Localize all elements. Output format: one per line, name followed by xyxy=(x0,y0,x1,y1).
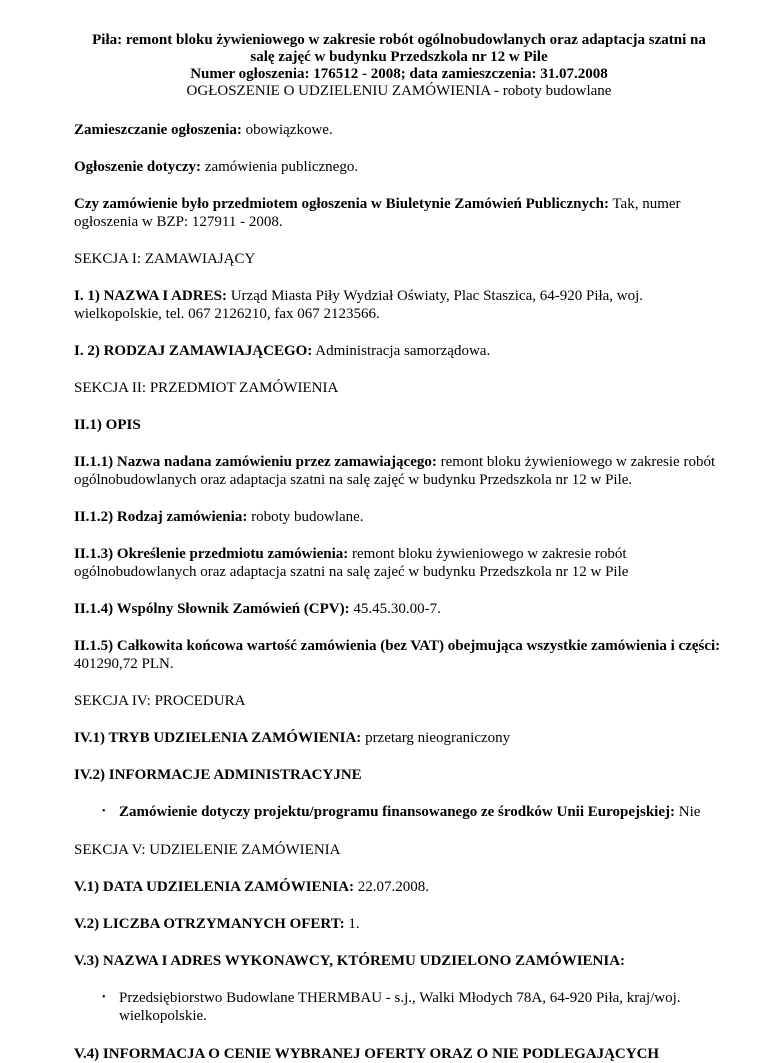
field-wartosc-zamowienia xyxy=(74,637,724,673)
field-value: 1. xyxy=(344,916,360,932)
section-2-title: SEKCJA II: PRZEDMIOT ZAMÓWIENIA xyxy=(74,380,339,396)
ue-list xyxy=(74,803,724,821)
field-value: Urząd Miasta Piły Wydział Oświaty, Plac Staszica, 64-920 Piła, woj. wielkopolskie, tel. 067 2126210, fax 067 2123566. xyxy=(74,288,644,322)
field-label: II.1.5) Całkowita końcowa wartość zamówienia (bez VAT) obejmująca wszystkie zamówienia i części: xyxy=(74,638,721,654)
field-value: Nie xyxy=(675,804,701,820)
list-item xyxy=(119,803,724,821)
field-value: 22.07.2008. xyxy=(354,879,430,895)
field-label: V.2) LICZBA OTRZYMANYCH OFERT: xyxy=(74,916,345,932)
title-line-2: salę zajęć w budynku Przedszkola nr 12 w Pile xyxy=(250,49,548,65)
section-5-title: SEKCJA V: UDZIELENIE ZAMÓWIENIA xyxy=(74,842,341,858)
field-biuletyn xyxy=(74,195,724,231)
field-label: II.1.1) Nazwa nadana zamówieniu przez zamawiającego: xyxy=(74,454,437,470)
field-label: Zamieszczanie ogłoszenia: xyxy=(74,122,242,138)
field-nazwa-zamowienia xyxy=(74,453,724,489)
field-data-udzielenia xyxy=(74,878,724,896)
field-cpv xyxy=(74,600,724,618)
wykonawca-list xyxy=(74,989,724,1025)
field-value: remont bloku żywieniowego w zakresie robót ogólnobudowlanych oraz adaptacja szatni na salę zajęć w budynku Przedszkola nr 12 w Pile. xyxy=(74,454,716,488)
field-cena-heading: V.4) INFORMACJA O CENIE WYBRANEJ OFERTY ORAZ O NIE PODLEGAJĄCYCH xyxy=(74,1046,660,1062)
field-nazwa-adres xyxy=(74,287,724,323)
list-item: • Przedsiębiorstwo Budowlane THERMBAU - s.j., Walki Młodych 78A, 64-920 Piła, kraj/woj. wielkopolskie. xyxy=(119,989,724,1025)
subsection-heading: II.1) OPIS xyxy=(74,417,141,433)
section-1-title: SEKCJA I: ZAMAWIAJĄCY xyxy=(74,251,256,267)
field-wykonawca-heading xyxy=(74,952,724,970)
field-rodzaj-zamowienia xyxy=(74,508,724,526)
subsection-informacje xyxy=(74,766,724,784)
field-value: remont bloku żywieniowego w zakresie robót ogólnobudowlanych oraz adaptacja szatni na salę zajeć w budynku Przedszkola nr 12 w Pile xyxy=(74,546,629,580)
document-header xyxy=(74,32,724,100)
field-zamieszczanie xyxy=(74,121,724,139)
field-label: V.1) DATA UDZIELENIA ZAMÓWIENIA: xyxy=(74,879,355,895)
announcement-number: Numer ogłoszenia: 176512 - 2008; data zamieszczenia: 31.07.2008 xyxy=(190,66,608,82)
field-value: Tak, numer ogłoszenia w BZP: 127911 - 2008. xyxy=(74,196,681,230)
field-label: II.1.3) Określenie przedmiotu zamówienia: xyxy=(74,546,349,562)
field-value: 45.45.30.00-7. xyxy=(349,601,441,617)
field-label: I. 2) RODZAJ ZAMAWIAJĄCEGO: xyxy=(74,343,313,359)
title-line-1: Piła: remont bloku żywieniowego w zakresie robót ogólnobudowlanych oraz adaptacja szatni na xyxy=(92,32,706,48)
field-value: Administracja samorządowa. xyxy=(312,343,491,359)
field-label: V.3) NAZWA I ADRES WYKONAWCY, KTÓREMU UDZIELONO ZAMÓWIENIA: xyxy=(74,953,626,969)
field-tryb-udzielenia xyxy=(74,729,724,747)
field-label: II.1.2) Rodzaj zamówienia: xyxy=(74,509,248,525)
field-value: roboty budowlane. xyxy=(247,509,364,525)
document-page xyxy=(74,32,724,1063)
subsection-opis xyxy=(74,416,724,434)
field-value: przetarg nieograniczony xyxy=(361,730,511,746)
field-label: Czy zamówienie było przedmiotem ogłoszenia w Biuletynie Zamówień Publicznych: xyxy=(74,196,609,212)
section-4-title: SEKCJA IV: PROCEDURA xyxy=(74,693,246,709)
field-label: II.1.4) Wspólny Słownik Zamówień (CPV): xyxy=(74,601,350,617)
field-liczba-ofert xyxy=(74,915,724,933)
field-przedmiot-zamowienia xyxy=(74,545,724,581)
field-label: Ogłoszenie dotyczy: xyxy=(74,159,202,175)
announcement-type: OGŁOSZENIE O UDZIELENIU ZAMÓWIENIA - roboty budowlane xyxy=(186,83,612,99)
field-value: 401290,72 PLN. xyxy=(74,656,174,672)
subsection-heading: IV.2) INFORMACJE ADMINISTRACYJNE xyxy=(74,767,362,783)
field-label: I. 1) NAZWA I ADRES: xyxy=(74,288,227,304)
field-rodzaj-zamawiajacego xyxy=(74,342,724,360)
field-dotyczy xyxy=(74,158,724,176)
field-label: Zamówienie dotyczy projektu/programu finansowanego ze środków Unii Europejskiej: xyxy=(119,804,675,820)
field-value: zamówienia publicznego. xyxy=(201,159,359,175)
field-value: obowiązkowe. xyxy=(241,122,333,138)
field-label: IV.1) TRYB UDZIELENIA ZAMÓWIENIA: xyxy=(74,730,362,746)
